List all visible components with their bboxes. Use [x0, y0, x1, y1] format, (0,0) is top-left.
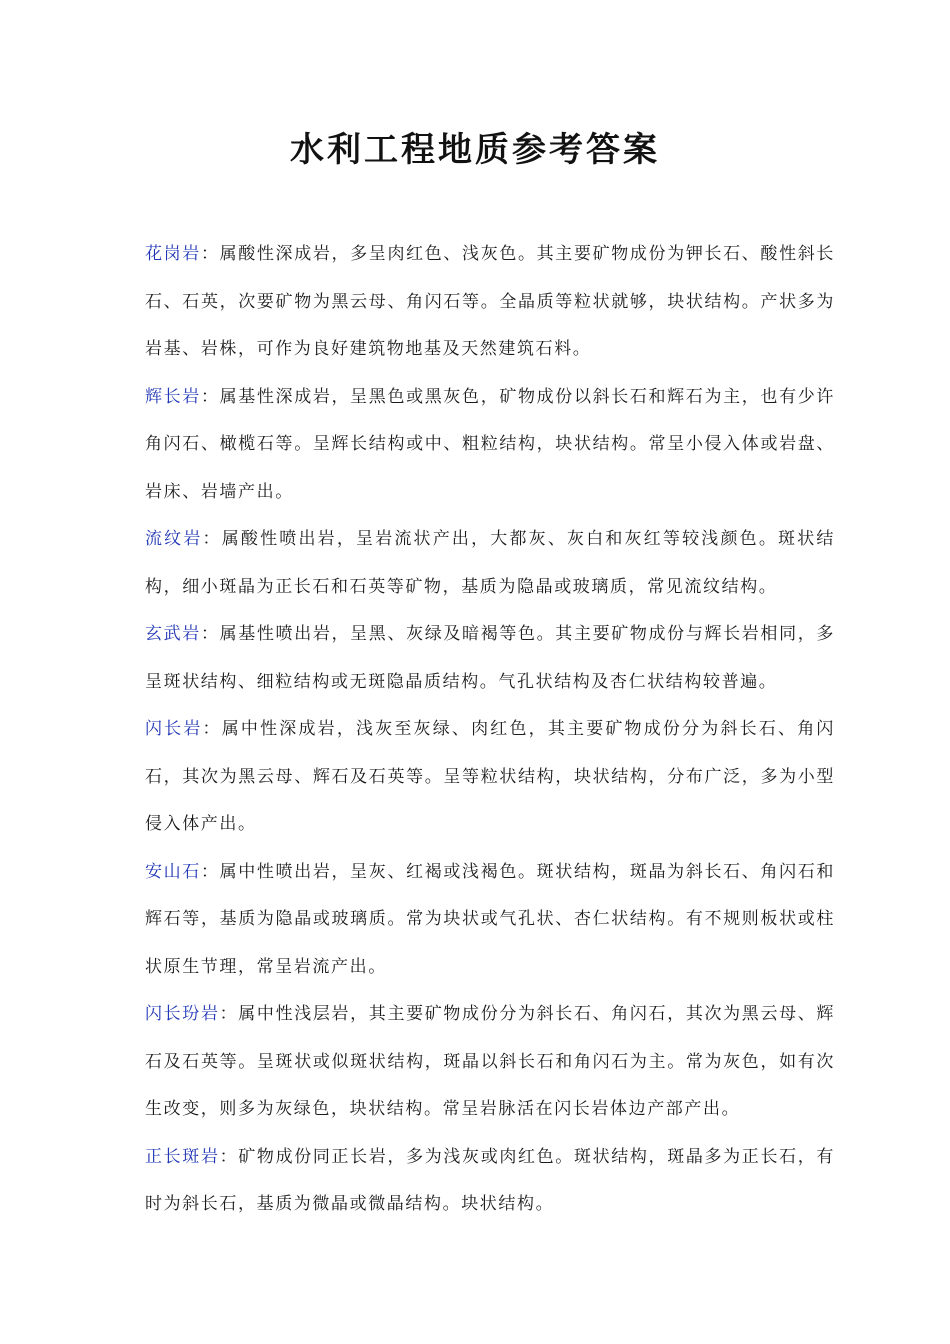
entry-basalt — [145, 611, 835, 706]
term-separator: ： — [200, 624, 220, 644]
term-andesite: 安山石 — [145, 861, 201, 882]
entry-text: 属中性浅层岩，其主要矿物成份分为斜长石、角闪石，其次为黑云母、辉石及石英等。呈斑状或似斑状结构，斑晶以斜长石和角闪石为主。常为灰色，如有次生改变，则多为灰绿色，块状结构。常呈岩脉活在闪长岩体边产部产出。 — [145, 1004, 835, 1119]
term-separator: ： — [219, 1004, 239, 1024]
term-separator: ： — [200, 386, 220, 407]
entry-text: 属中性深成岩，浅灰至灰绿、肉红色，其主要矿物成份分为斜长石、角闪石，其次为黑云母、辉石及石英等。呈等粒状结构，块状结构，分布广泛，多为小型侵入体产出。 — [145, 719, 835, 834]
entry-diorite — [145, 706, 835, 849]
term-basalt: 玄武岩 — [145, 624, 201, 644]
entry-andesite — [145, 849, 835, 992]
term-separator: ： — [202, 719, 222, 739]
term-separator: ： — [200, 861, 220, 882]
entry-text: 属酸性喷出岩，呈岩流状产出，大都灰、灰白和灰红等较浅颜色。斑状结构，细小斑晶为正长石和石英等矿物，基质为隐晶或玻璃质，常见流纹结构。 — [145, 529, 835, 597]
entry-text: 属基性深成岩，呈黑色或黑灰色，矿物成份以斜长石和辉石为主，也有少许角闪石、橄榄石等。呈辉长结构或中、粗粒结构，块状结构。常呈小侵入体或岩盘、岩床、岩墙产出。 — [145, 386, 835, 502]
term-gabbro: 辉长岩 — [145, 386, 201, 407]
entry-rhyolite — [145, 516, 835, 611]
term-separator: ： — [219, 1146, 239, 1167]
term-granite: 花岗岩 — [145, 244, 201, 264]
entry-orthophyre — [145, 1134, 835, 1229]
entry-diorite-porphyrite — [145, 991, 835, 1134]
entry-granite — [145, 231, 835, 374]
entry-text: 属基性喷出岩，呈黑、灰绿及暗褐等色。其主要矿物成份与辉长岩相同，多呈斑状结构、细粒结构或无斑隐晶质结构。气孔状结构及杏仁状结构较普遍。 — [145, 624, 835, 692]
term-orthophyre: 正长斑岩 — [145, 1146, 220, 1167]
term-rhyolite: 流纹岩 — [145, 529, 203, 549]
term-separator: ： — [202, 529, 222, 549]
term-diorite-porphyrite: 闪长玢岩 — [145, 1004, 220, 1024]
term-separator: ： — [200, 244, 220, 264]
entry-text: 属酸性深成岩，多呈肉红色、浅灰色。其主要矿物成份为钾长石、酸性斜长石、石英，次要矿物为黑云母、角闪石等。全晶质等粒状就够，块状结构。产状多为岩基、岩株，可作为良好建筑物地基及天然建筑石料。 — [145, 244, 835, 359]
entry-list — [145, 231, 835, 1229]
term-diorite: 闪长岩 — [145, 719, 203, 739]
entry-gabbro — [145, 374, 835, 517]
entry-text: 矿物成份同正长岩，多为浅灰或肉红色。斑状结构，斑晶多为正长石，有时为斜长石，基质为微晶或微晶结构。块状结构。 — [145, 1146, 835, 1214]
entry-text: 属中性喷出岩，呈灰、红褐或浅褐色。斑状结构，斑晶为斜长石、角闪石和辉石等，基质为隐晶或玻璃质。常为块状或气孔状、杏仁状结构。有不规则板状或柱状原生节理，常呈岩流产出。 — [145, 861, 835, 977]
page-title: 水利工程地质参考答案 — [290, 129, 660, 170]
